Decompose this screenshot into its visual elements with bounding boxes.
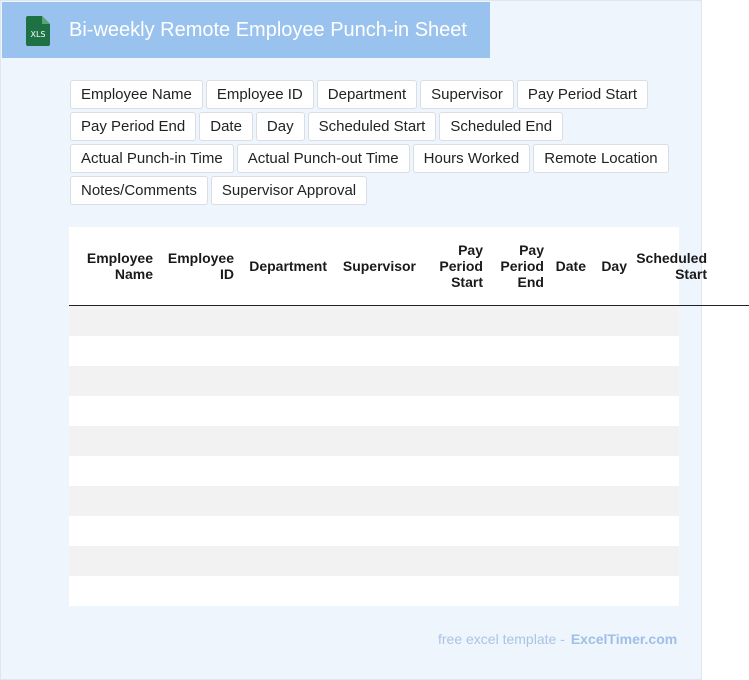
table-row[interactable] bbox=[69, 456, 679, 486]
field-chip[interactable]: Department bbox=[317, 80, 417, 109]
field-chip[interactable]: Actual Punch-out Time bbox=[237, 144, 410, 173]
field-chip-list bbox=[70, 80, 680, 205]
field-chip[interactable]: Actual Punch-in Time bbox=[70, 144, 234, 173]
table-row[interactable] bbox=[69, 576, 679, 606]
column-header: Supervisor bbox=[342, 258, 416, 274]
footer-credit bbox=[438, 631, 677, 647]
column-header: Scheduled Start bbox=[636, 250, 707, 282]
column-header: Day bbox=[601, 258, 627, 274]
table-body bbox=[69, 306, 679, 606]
footer-brand-link[interactable]: ExcelTimer.com bbox=[570, 631, 678, 647]
table-row[interactable] bbox=[69, 426, 679, 456]
title-bar bbox=[2, 2, 490, 58]
column-header: Department bbox=[249, 258, 327, 274]
table-row[interactable] bbox=[69, 486, 679, 516]
field-chip[interactable]: Pay Period End bbox=[70, 112, 196, 141]
punch-in-table bbox=[69, 227, 707, 606]
field-chip[interactable]: Hours Worked bbox=[413, 144, 531, 173]
field-chip[interactable]: Notes/Comments bbox=[70, 176, 208, 205]
column-header: Date bbox=[555, 258, 586, 274]
page-title: Bi-weekly Remote Employee Punch-in Sheet bbox=[69, 19, 467, 41]
field-chip[interactable]: Employee ID bbox=[206, 80, 314, 109]
footer-text: free excel template - bbox=[438, 631, 565, 647]
field-chip[interactable]: Remote Location bbox=[533, 144, 668, 173]
column-header: Pay Period End bbox=[500, 242, 544, 290]
table-row[interactable] bbox=[69, 396, 679, 426]
field-chip[interactable]: Pay Period Start bbox=[517, 80, 648, 109]
field-chip[interactable]: Date bbox=[199, 112, 253, 141]
table-row[interactable] bbox=[69, 366, 679, 396]
table-row[interactable] bbox=[69, 546, 679, 576]
field-chip[interactable]: Day bbox=[256, 112, 305, 141]
field-chip[interactable]: Scheduled Start bbox=[308, 112, 437, 141]
field-chip[interactable]: Supervisor Approval bbox=[211, 176, 367, 205]
column-header: Employee Name bbox=[86, 250, 153, 282]
xls-icon-label: XLS bbox=[30, 30, 46, 39]
column-header: Pay Period Start bbox=[439, 242, 483, 290]
field-chip[interactable]: Supervisor bbox=[420, 80, 514, 109]
field-chip[interactable]: Employee Name bbox=[70, 80, 203, 109]
xls-file-icon bbox=[23, 15, 53, 47]
field-chip[interactable]: Scheduled End bbox=[439, 112, 563, 141]
column-header: Employee ID bbox=[167, 250, 234, 282]
table-row[interactable] bbox=[69, 306, 679, 336]
table-row[interactable] bbox=[69, 336, 679, 366]
table-row[interactable] bbox=[69, 516, 679, 546]
table-header bbox=[69, 227, 749, 306]
